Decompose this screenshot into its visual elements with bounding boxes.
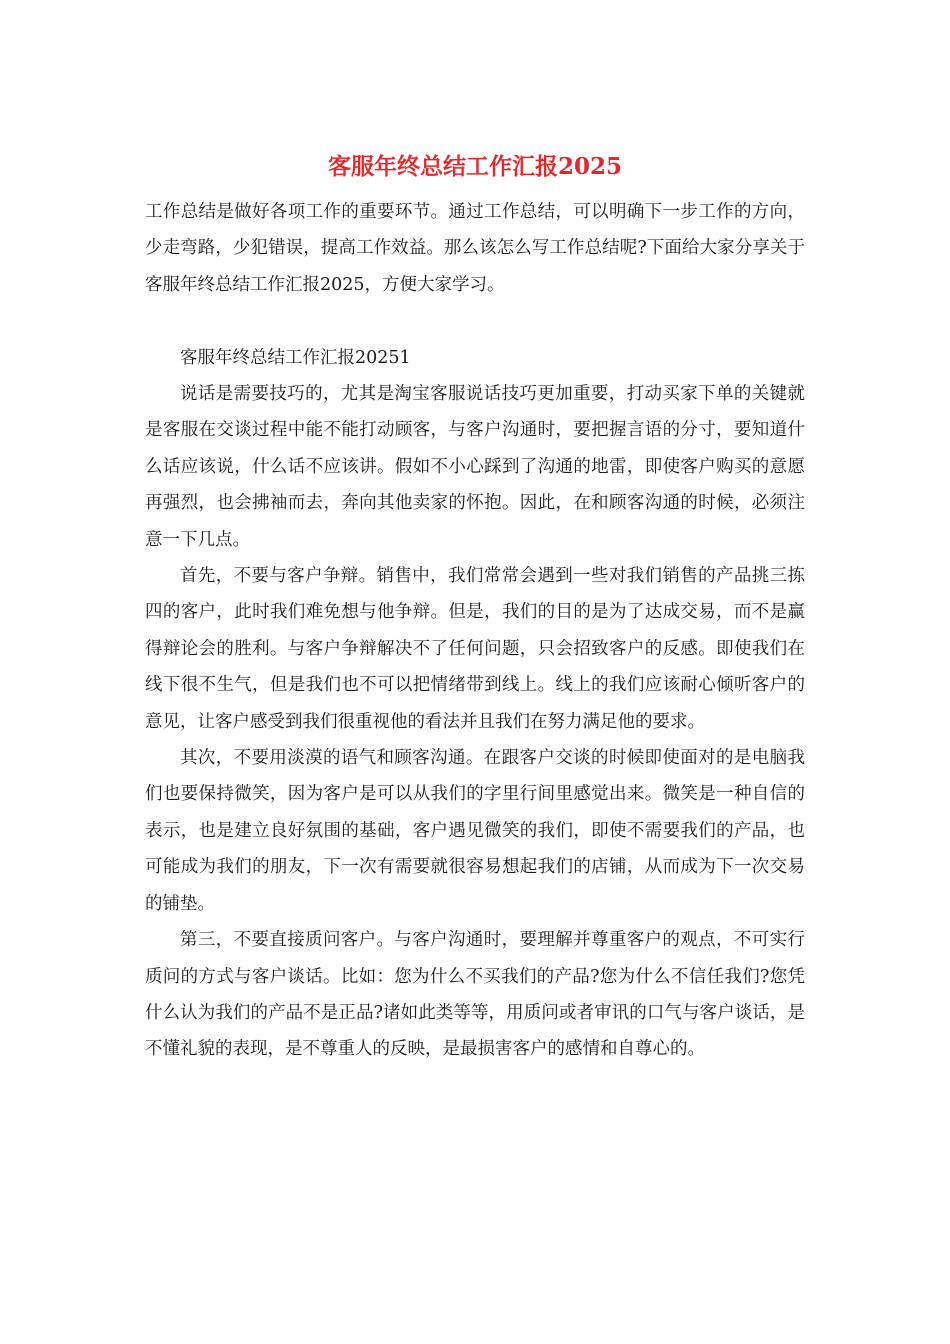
section-heading: 客服年终总结工作汇报20251 (180, 347, 411, 368)
body-paragraph-3: 其次，不要用淡漠的语气和顾客沟通。在跟客户交谈的时候即使面对的是电脑我们也要保持微笑，因为客户是可以从我们的字里行间里感觉出来。微笑是一种自信的表示，也是建立良好氛围的基础，客户遇见微笑的我们，即使不需要我们的产品，也可能成为我们的朋友，下一次有需要就很容易想起我们的店铺，从而成为下一次交易的铺垫。 (145, 748, 805, 914)
body-paragraph-1: 说话是需要技巧的，尤其是淘宝客服说话技巧更加重要，打动买家下单的关键就是客服在交谈过程中能不能打动顾客，与客户沟通时，要把握言语的分寸，要知道什么话应该说，什么话不应该讲。假如不小心踩到了沟通的地雷，即使客户购买的意愿再强烈，也会拂袖而去，奔向其他卖家的怀抱。因此，在和顾客沟通的时候，必须注意一下几点。 (145, 384, 805, 550)
paragraph-spacer (145, 303, 805, 339)
intro-paragraph: 工作总结是做好各项工作的重要环节。通过工作总结，可以明确下一步工作的方向，少走弯路，少犯错误，提高工作效益。那么该怎么写工作总结呢?下面给大家分享关于客服年终总结工作汇报2025，方便大家学习。 (145, 202, 805, 295)
body-paragraph-4: 第三，不要直接质问客户。与客户沟通时，要理解并尊重客户的观点，不可实行质问的方式与客户谈话。比如：您为什么不买我们的产品?您为什么不信任我们?您凭什么认为我们的产品不是正品?诸如此类等等，用质问或者审讯的口气与客户谈话，是不懂礼貌的表现，是不尊重人的反映，是最损害客户的感情和自尊心的。 (145, 930, 805, 1060)
body-paragraph-2: 首先，不要与客户争辩。销售中，我们常常会遇到一些对我们销售的产品挑三拣四的客户，此时我们难免想与他争辩。但是，我们的目的是为了达成交易，而不是赢得辩论会的胜利。与客户争辩解决不了任何问题，只会招致客户的反感。即使我们在线下很不生气，但是我们也不可以把情绪带到线上。线上的我们应该耐心倾听客户的意见，让客户感受到我们很重视他的看法并且我们在努力满足他的要求。 (145, 566, 805, 732)
document-body (145, 194, 805, 1068)
document-title: 客服年终总结工作汇报2025 (327, 153, 622, 180)
